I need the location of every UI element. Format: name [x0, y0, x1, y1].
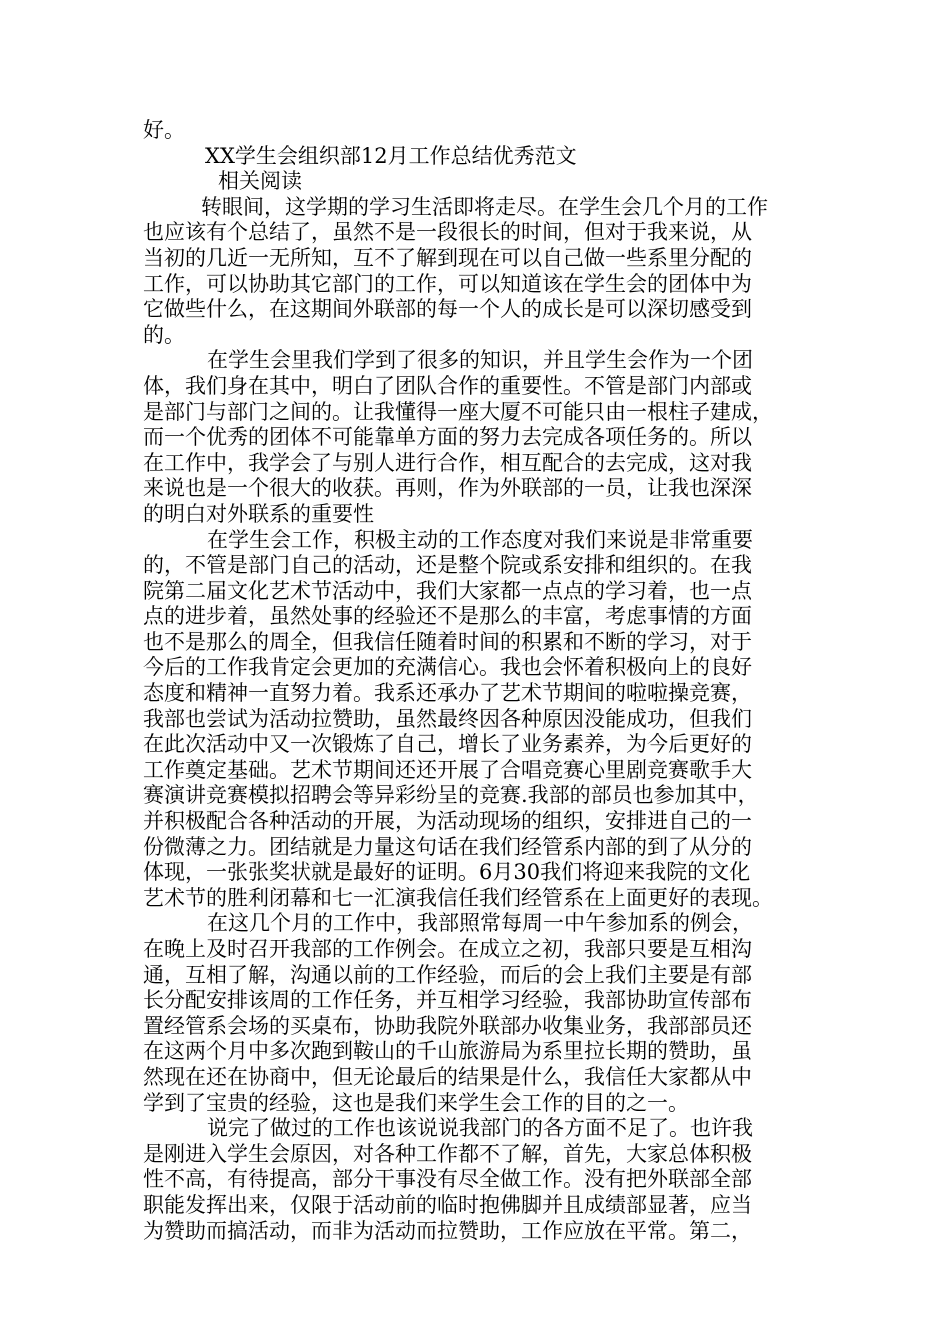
paragraph-line: 通，互相了解，沟通以前的工作经验，而后的会上我们主要是有部	[143, 962, 752, 987]
paragraph-line: 在这几个月的工作中，我部照常每周一中午参加系的例会，	[207, 911, 753, 936]
paragraph-line: 并积极配合各种活动的开展，为活动现场的组织，安排进自己的一	[143, 809, 752, 834]
paragraph-line: 当初的几近一无所知，互不了解到现在可以自己做一些系里分配的	[143, 245, 752, 270]
paragraph-line: 的明白对外联系的重要性	[143, 501, 374, 526]
paragraph-line: 今后的工作我肯定会更加的充满信心。我也会怀着积极向上的良好	[143, 655, 752, 680]
paragraph-line: 是刚进入学生会原因，对各种工作都不了解，首先，大家总体积极	[143, 1141, 752, 1166]
paragraph-line: 性不高，有待提高，部分干事没有尽全做工作。没有把外联部全部	[143, 1167, 752, 1192]
paragraph-line: 在这两个月中多次跑到鞍山的千山旅游局为系里拉长期的赞助，虽	[143, 1039, 752, 1064]
paragraph-line: 说完了做过的工作也该说说我部门的各方面不足了。也许我	[207, 1116, 753, 1141]
related-article-title: XX学生会组织部12月工作总结优秀范文	[205, 143, 577, 168]
document-body	[143, 118, 815, 1244]
paragraph-1	[143, 195, 815, 349]
paragraph-line: 转眼间，这学期的学习生活即将走尽。在学生会几个月的工作	[201, 194, 768, 219]
paragraph-line: 来说也是一个很大的收获。再则，作为外联部的一员，让我也深深	[143, 476, 752, 501]
opening-tail: 好。	[143, 118, 185, 142]
paragraph-3	[143, 528, 815, 912]
paragraph-line: 然现在还在协商中，但无论最后的结果是什么，我信任大家都从中	[143, 1064, 752, 1089]
paragraph-4	[143, 911, 815, 1116]
paragraph-line: 职能发挥出来，仅限于活动前的临时抱佛脚并且成绩部显著，应当	[143, 1192, 752, 1217]
paragraph-line: 份微薄之力。团结就是力量这句话在我们经管系内部的到了从分的	[143, 834, 752, 859]
paragraph-line: 的，不管是部门自己的活动，还是整个院或系安排和组织的。在我	[143, 553, 752, 578]
paragraph-line: 在工作中，我学会了与别人进行合作，相互配合的去完成，这对我	[143, 450, 752, 475]
paragraph-line: 为赞助而搞活动，而非为活动而拉赞助，工作应放在平常。第二，	[143, 1218, 752, 1243]
paragraph-line: 院第二届文化艺术节活动中，我们大家都一点点的学习着，也一点	[143, 578, 752, 603]
paragraph-line: 我部也尝试为活动拉赞助，虽然最终因各种原因没能成功，但我们	[143, 706, 752, 731]
paragraph-2	[143, 348, 815, 527]
paragraph-line: 艺术节的胜利闭幕和七一汇演我信任我们经管系在上面更好的表现。	[143, 885, 773, 910]
paragraph-line: 置经管系会场的买桌布，协助我院外联部办收集业务，我部部员还	[143, 1013, 752, 1038]
paragraph-line: 体现，一张张奖状就是最好的证明。6月30我们将迎来我院的文化	[143, 860, 751, 885]
paragraph-line: 也应该有个总结了，虽然不是一段很长的时间，但对于我来说，从	[143, 220, 752, 245]
paragraph-line: 在学生会里我们学到了很多的知识，并且学生会作为一个团	[207, 348, 753, 373]
paragraph-line: 学到了宝贵的经验，这也是我们来学生会工作的目的之一。	[143, 1090, 689, 1115]
paragraph-line: 在此次活动中又一次锻炼了自己，增长了业务素养，为今后更好的	[143, 732, 752, 757]
paragraph-line: 的。	[143, 322, 185, 347]
paragraph-line: 它做些什么，在这期间外联部的每一个人的成长是可以深切感受到	[143, 297, 752, 322]
paragraph-line: 赛演讲竞赛模拟招聘会等异彩纷呈的竞赛.我部的部员也参加其中，	[143, 783, 759, 808]
paragraph-line: 工作，可以协助其它部门的工作，可以知道该在学生会的团体中为	[143, 271, 752, 296]
paragraph-line: 态度和精神一直努力着。我系还承办了艺术节期间的啦啦操竞赛，	[143, 681, 752, 706]
paragraph-line: 在晚上及时召开我部的工作例会。在成立之初，我部只要是互相沟	[143, 937, 752, 961]
paragraph-line: 体，我们身在其中，明白了团队合作的重要性。不管是部门内部或	[143, 373, 752, 398]
related-reading-heading: 相关阅读	[218, 169, 302, 194]
paragraph-line: 工作奠定基础。艺术节期间还还开展了合唱竞赛心里剧竞赛歌手大	[143, 757, 752, 782]
paragraph-line: 是部门与部门之间的。让我懂得一座大厦不可能只由一根柱子建成，	[143, 399, 773, 424]
paragraph-line: 长分配安排该周的工作任务，并互相学习经验，我部协助宣传部布	[143, 988, 752, 1013]
paragraph-line: 在学生会工作，积极主动的工作态度对我们来说是非常重要	[207, 527, 753, 552]
paragraph-line: 点的进步着，虽然处事的经验还不是那么的丰富，考虑事情的方面	[143, 604, 752, 629]
paragraph-5	[143, 1116, 815, 1244]
paragraph-line: 也不是那么的周全，但我信任随着时间的积累和不断的学习，对于	[143, 629, 752, 654]
paragraph-line: 而一个优秀的团体不可能靠单方面的努力去完成各项任务的。所以	[143, 425, 752, 450]
